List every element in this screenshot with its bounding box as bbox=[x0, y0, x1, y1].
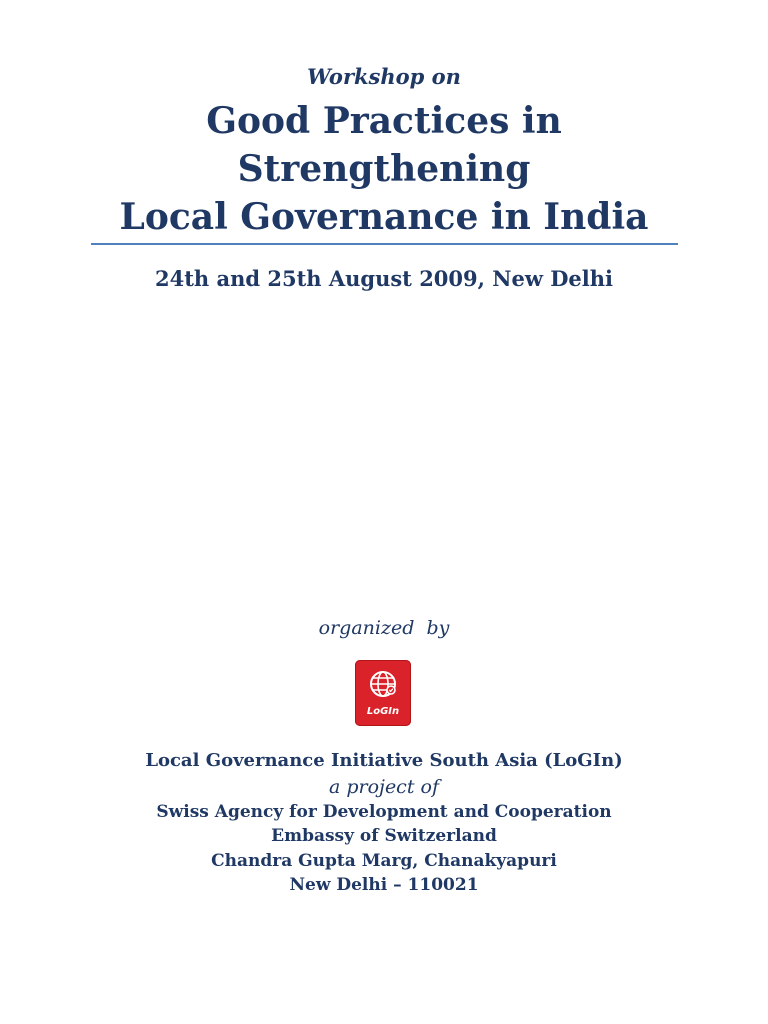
title-line-1: Good Practices in bbox=[206, 100, 562, 142]
address-line-1: Swiss Agency for Development and Cooperation bbox=[156, 802, 612, 822]
project-of-label: a project of bbox=[329, 776, 439, 798]
organization-name: Local Governance Initiative South Asia (LoGIn) bbox=[145, 750, 623, 771]
title-divider bbox=[91, 243, 678, 245]
address-line-2: Embassy of Switzerland bbox=[271, 826, 497, 846]
login-logo bbox=[355, 660, 411, 726]
organized-by-label: organized by bbox=[318, 617, 450, 639]
globe-icon bbox=[367, 668, 399, 700]
address-line-3: Chandra Gupta Marg, Chanakyapuri bbox=[211, 851, 557, 871]
logo-text: LoGIn bbox=[366, 706, 400, 717]
workshop-on-label: Workshop on bbox=[307, 64, 461, 89]
title-line-2: Strengthening bbox=[237, 148, 531, 190]
address-line-4: New Delhi – 110021 bbox=[289, 875, 479, 895]
title-line-3: Local Governance in India bbox=[119, 196, 649, 238]
date-location: 24th and 25th August 2009, New Delhi bbox=[154, 266, 614, 291]
